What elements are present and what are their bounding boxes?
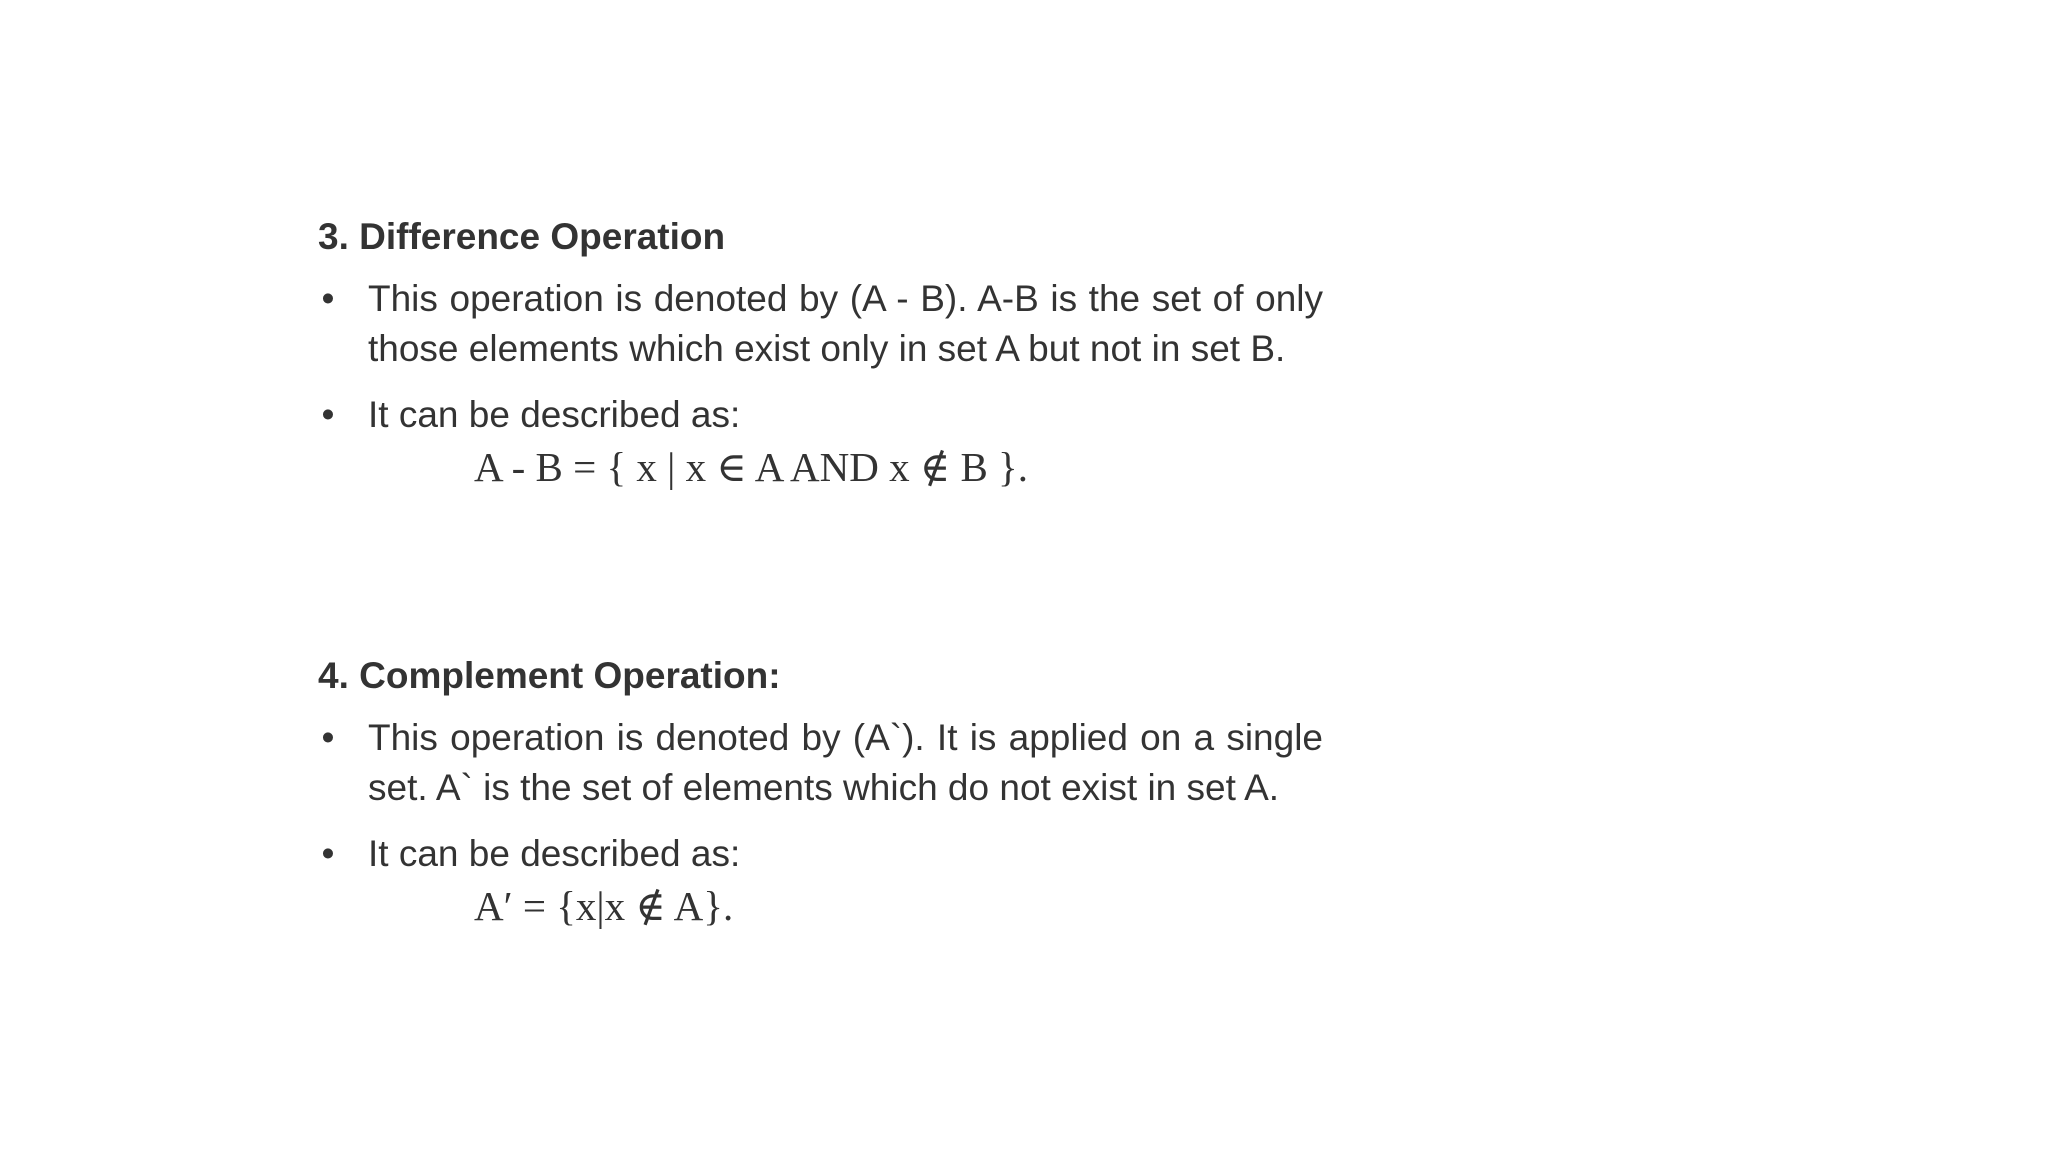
bullet-dot-icon: • [321,717,335,758]
complement-bullet-description [318,829,1323,879]
complement-bullet-definition [318,713,1323,813]
bullet-dot-icon: • [321,833,335,874]
difference-operation-section [318,212,1323,492]
difference-heading: 3. Difference Operation [318,216,726,257]
difference-bullet-description-text: It can be described as: [368,394,741,435]
complement-bullet-list [318,713,1323,879]
difference-bullet-description [318,390,1323,440]
complement-bullet-definition-text: This operation is denoted by (A`). It is applied on a single set. A` is the set of elements which do not exist in set A. [368,717,1323,808]
difference-bullet-definition-text: This operation is denoted by (A - B). A-B is the set of only those elements which exist only in set A but not in set B. [368,278,1323,369]
bullet-dot-icon: • [321,278,335,319]
complement-formula: A′ = {x|x ∉ A}. [474,883,734,929]
complement-heading: 4. Complement Operation: [318,655,781,696]
bullet-dot-icon: • [321,394,335,435]
complement-bullet-description-text: It can be described as: [368,833,741,874]
difference-formula: A - B = { x | x ∈ A AND x ∉ B }. [474,444,1028,490]
complement-operation-section [318,651,1323,931]
difference-bullet-list [318,274,1323,440]
difference-bullet-definition [318,274,1323,374]
